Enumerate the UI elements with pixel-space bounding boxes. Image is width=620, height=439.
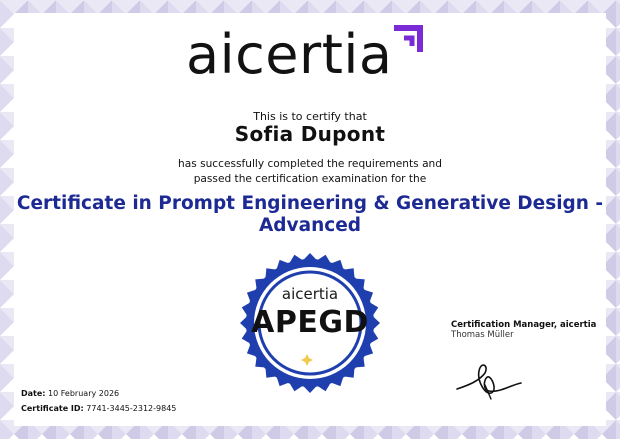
- brand-wordmark: aicertia: [186, 23, 393, 86]
- date-value: 10 February 2026: [48, 389, 120, 398]
- completion-line-1: has successfully completed the requirements and: [177, 158, 442, 170]
- signatory-role: Certification Manager, aicertia: [451, 320, 597, 330]
- completion-statement: [0, 157, 620, 187]
- completion-line-2: passed the certification examination for the: [193, 173, 427, 185]
- certificate-id-label: Certificate ID:: [21, 404, 84, 413]
- badge-code: APEGD: [251, 305, 369, 340]
- signatory-name: Thomas Müller: [451, 330, 514, 340]
- badge-wordmark: aicertia: [281, 285, 339, 303]
- issue-date: [21, 389, 119, 398]
- brand-logo: [0, 0, 620, 90]
- certificate-title-line-2: Advanced: [258, 215, 362, 236]
- brand-arrow-icon: [390, 22, 432, 58]
- certificate-title-line-1: Certificate in Prompt Engineering & Generative Design -: [16, 193, 604, 214]
- date-label: Date:: [21, 389, 46, 398]
- certificate-id: [21, 404, 176, 413]
- certificate-id-value: 7741-3445-2312-9845: [86, 404, 177, 413]
- handwritten-signature: [455, 355, 525, 401]
- recipient-name: Sofia Dupont: [234, 122, 386, 146]
- certificate-title: [0, 193, 620, 237]
- intro-text: This is to certify that: [253, 110, 367, 123]
